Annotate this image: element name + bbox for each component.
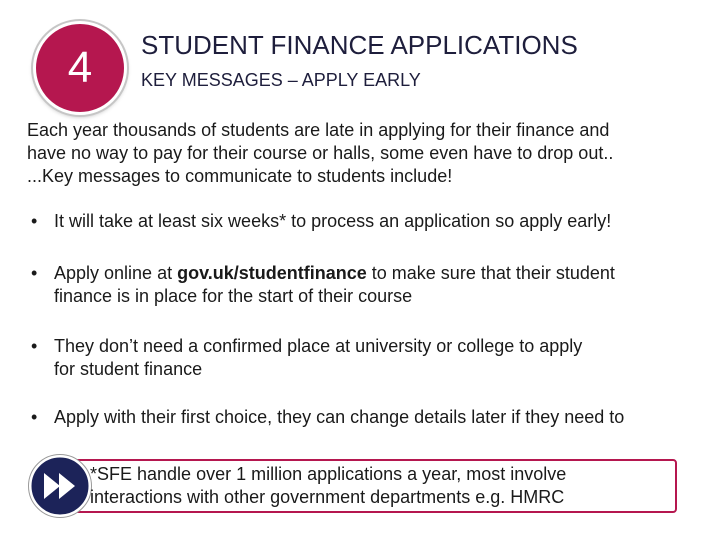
bullet-glyph: • — [31, 407, 38, 427]
bullet-glyph: • — [31, 211, 38, 231]
footnote-line: *SFE handle over 1 million applications a year, most involve — [90, 464, 567, 484]
intro-line: have no way to pay for their course or halls, some even have to drop out.. — [27, 143, 614, 163]
bullet-line — [54, 262, 615, 285]
page-subtitle: KEY MESSAGES – APPLY EARLY — [141, 70, 421, 90]
intro-line: Each year thousands of students are late in applying for their finance and — [27, 120, 610, 140]
fast-forward-icon — [28, 454, 92, 518]
page-title: STUDENT FINANCE APPLICATIONS — [141, 30, 578, 60]
intro-line: ...Key messages to communicate to students include! — [27, 166, 453, 186]
bullet-glyph: • — [31, 263, 38, 283]
footnote-line: interactions with other government departments e.g. HMRC — [90, 487, 565, 507]
bullet-text: Apply with their first choice, they can change details later if they need to — [54, 407, 625, 427]
studentfinance-link-text: gov.uk/studentfinance — [177, 263, 367, 283]
bullet-text: They don’t need a confirmed place at university or college to apply — [54, 336, 583, 356]
bullet-text: Apply online at — [54, 263, 178, 283]
bullet-text: finance is in place for the start of their course — [54, 286, 413, 306]
bullet-glyph: • — [31, 336, 38, 356]
footnote-text — [90, 463, 566, 509]
intro-paragraph — [27, 119, 699, 188]
bullet-text: for student finance — [54, 359, 203, 379]
bullet-text: It will take at least six weeks* to process an application so apply early! — [54, 211, 612, 231]
bullet-text: to make sure that their student — [366, 263, 615, 283]
section-number-badge: 4 — [33, 21, 127, 115]
